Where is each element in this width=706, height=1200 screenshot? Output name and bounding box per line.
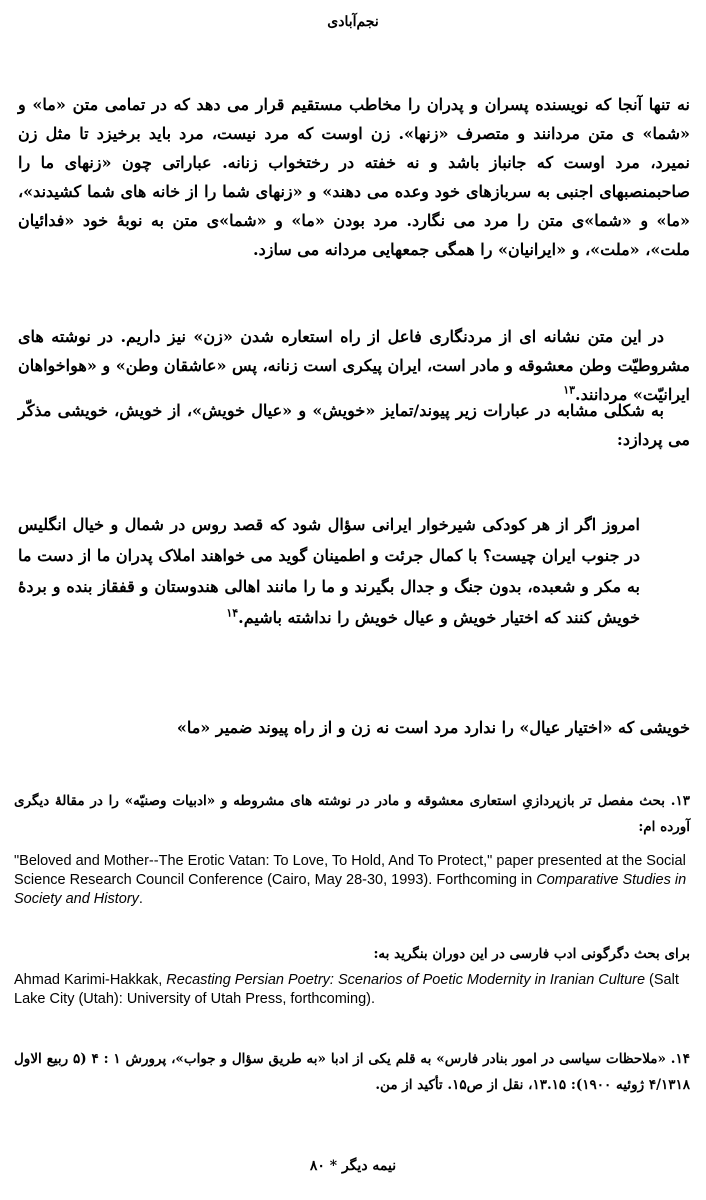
footnote-citation-2 bbox=[14, 971, 690, 1009]
citation-publisher: (Salt Lake City (Utah): University of Utah Press, forthcoming). bbox=[14, 972, 679, 1007]
paragraph-3: به شکلی مشابه در عبارات زیر پیوند/تمایز «خویش» و «عیال خویش»، از خویش، خویشی مذکّر می پردازد: bbox=[18, 401, 690, 449]
block-quote bbox=[18, 509, 640, 633]
book-title: Recasting Persian Poetry: Scenarios of Poetic Modernity in Iranian Culture bbox=[166, 972, 646, 988]
citation-author: Ahmad Karimi-Hakkak, bbox=[14, 972, 167, 988]
citation-text: "Beloved and Mother--The Erotic Vatan: To Love, To Hold, And To Protect," paper presented at the Social Science Research Council Conference (Cairo, May 28-30, 1993). Forthcoming in bbox=[14, 853, 686, 888]
footnote-intro: برای بحث دگرگونی ادب فارسی در این دوران بنگرید به: bbox=[373, 946, 690, 962]
paragraph-1: نه تنها آنجا که نویسنده پسران و پدران را مخاطب مستقیم قرار می دهد که در تمامی متن «ما» و «شما» ی متن مردانند و متصرف «زنها». زن اوست که مرد نیست، مرد باید برخیزد تا مثل زن نمیرد، مرد اوست که جانباز باشد و نه خفته در رختخواب زنانه. عباراتی چون «زنهای ما را صاحبمنصبهای اجنبی به سربازهای خود وعده می دهند» و «زنهای شما را از خانه های شما کشیدند»، «ما» و «شما»ی متن را مرد می نگارد. مرد بودن «ما» و «شما»ی متن به نوبهٔ خود «فدائیان ملت»، «ملت»، و «ایرانیان» را همگی جمعهایی مردانه می سازد. bbox=[18, 95, 690, 259]
running-head: نجم‌آبادی bbox=[327, 14, 379, 30]
footnote-ref-14[interactable]: ۱۴ bbox=[226, 606, 239, 620]
footnote-14: ۱۴. «ملاحظات سیاسی در امور بنادر فارس» به قلم یکی از ادبا «به طریق سؤال و جواب»، پرورش ۱ : ۴ (۵ ربیع الاول ۴/۱۳۱۸ ژوئیه ۱۹۰۰): ۱۳.۱۵، نقل از ص۱۵. تأکید از من. bbox=[14, 1051, 690, 1093]
paragraph-2-text: در این متن نشانه ای از مردنگاری فاعل از راه استعاره شدن «زن» نیز داریم. در نوشته های مشروطیّت وطن معشوقه و مادر است، ایران پیکری است زنانه، پس «عاشقان وطن» و «هواخواهان ایرانیّت» مردانند. bbox=[18, 327, 690, 404]
citation-end: . bbox=[138, 891, 143, 907]
footnote-13: ۱۳. بحث مفصل تر بازپردازیِ استعاری معشوقه و مادر در نوشته های مشروطه و «ادبیات وصنیّه» را در مقالهٔ دیگری آورده ام: bbox=[14, 793, 690, 835]
journal-title: Comparative Studies in Society and History bbox=[14, 872, 687, 907]
page-footer: نیمه دیگر * ۸۰ bbox=[309, 1158, 397, 1174]
footnote-ref-13[interactable]: ۱۳ bbox=[563, 383, 576, 397]
footnote-13-citation bbox=[14, 852, 690, 909]
paragraph-4: خویشی که «اختیار عیال» را ندارد مرد است نه زن و از راه پیوند ضمیر «ما» bbox=[176, 718, 690, 737]
block-quote-text: امروز اگر از هر کودکی شیرخوار ایرانی سؤال شود که قصد روس در شمال و خیال انگلیس در جنوب ایران چیست؟ با کمال جرئت و اطمینان گوید می خواهند املاک پدران ما از دست ما به مکر و شعبده، بدون جنگ و جدال بگیرند و ما را مانند اهالی هندوستان و قفقاز بنده و بردهٔ خویش کنند که اختیار خویش و عیال خویش را نداشته باشیم. bbox=[18, 515, 641, 627]
